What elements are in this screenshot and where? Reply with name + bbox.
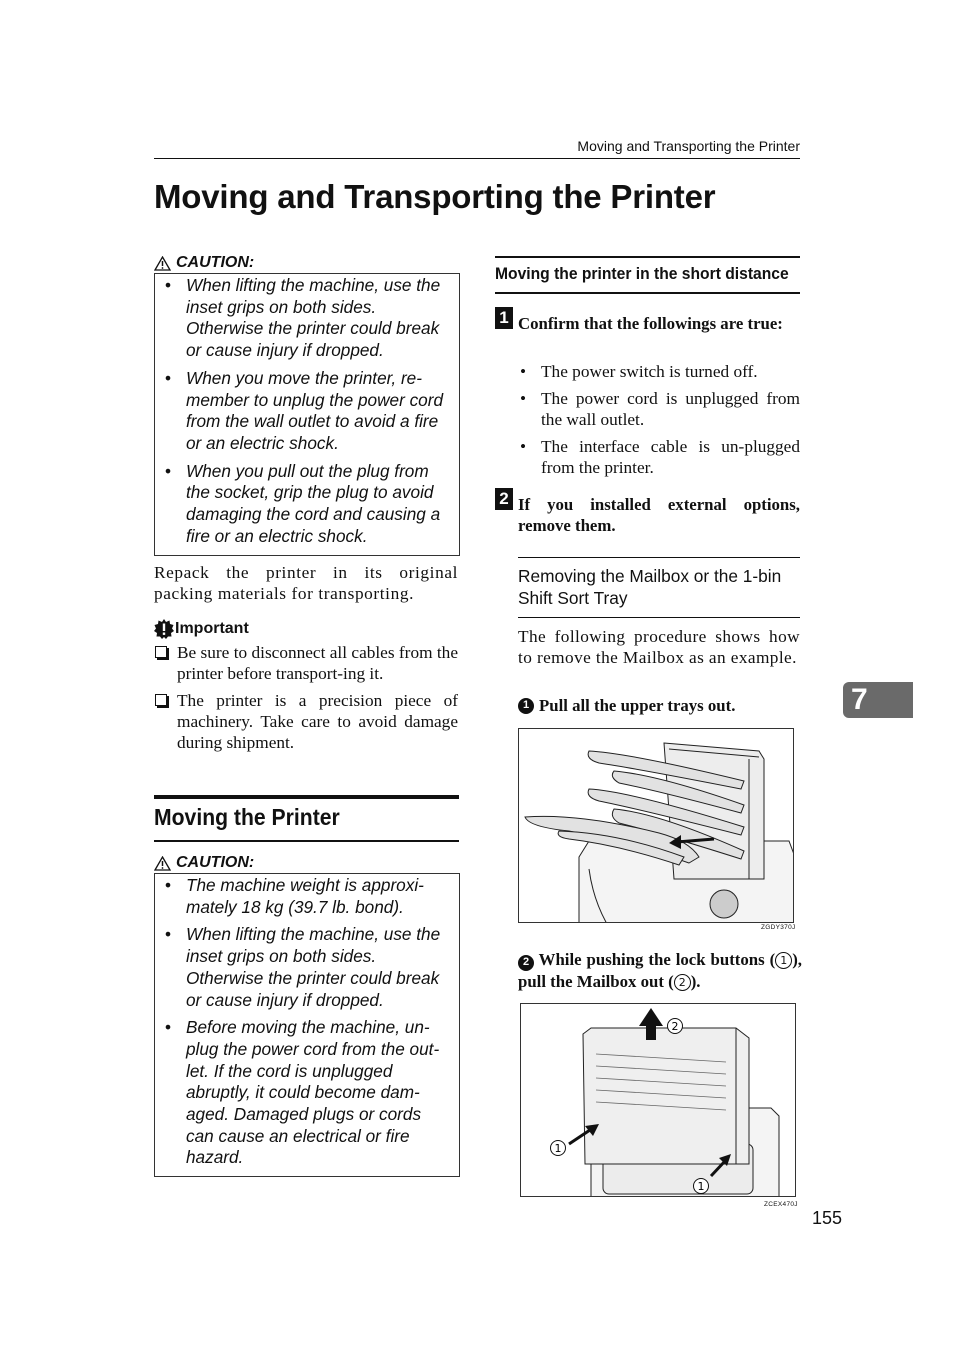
callout-ref-2: 2: [674, 974, 691, 991]
important-item: The printer is a precision piece of machinery. Take care to avoid damage during shipment.: [154, 690, 458, 753]
caution-box: [154, 873, 460, 1177]
substep-text-a: While pushing the lock buttons (: [538, 950, 776, 969]
subsection-intro: The following procedure shows how to remove the Mailbox as an example.: [518, 627, 800, 667]
substep: [518, 949, 802, 992]
repack-paragraph: Repack the printer in its original packing materials for transporting.: [154, 563, 458, 603]
subheading-rule-top: [518, 557, 800, 558]
chapter-tab: 7: [843, 682, 913, 718]
mailbox-removal-illustration: [521, 1004, 796, 1197]
section-heading-moving-printer: Moving the Printer: [154, 804, 340, 830]
checkbox-square-icon: [155, 646, 167, 658]
caution-item: • When you move the printer, re-member to unplug the power cord from the wall outlet to avoid a fire or an electric shock.: [163, 368, 451, 455]
substep-number-icon: 1: [518, 698, 534, 714]
callout-1-label: 1: [697, 1180, 705, 1193]
caution-label: [154, 254, 254, 272]
substep: [518, 695, 800, 716]
running-header: Moving and Transporting the Printer: [577, 138, 800, 154]
mailbox-trays-illustration: [519, 729, 794, 923]
caution-item: • Before moving the machine, un-plug the power cord from the out-let. If the cord is unplugged abruptly, it could become dam-aged. Damaged plugs or cords can cause an electrical or fire hazard.: [163, 1017, 451, 1169]
figure-mailbox-trays: [518, 728, 794, 923]
step-number-badge: 2: [495, 488, 513, 510]
subsection-heading: Removing the Mailbox or the 1-bin Shift Sort Tray: [518, 566, 782, 608]
important-list: [154, 642, 458, 759]
step-text: If you installed external options, remove them.: [518, 495, 800, 535]
subheading-rule-bottom: [518, 617, 800, 618]
caution-item: • When lifting the machine, use the inset grips on both sides. Otherwise the printer could break or cause injury if dropped.: [163, 924, 451, 1011]
bullet-item: • The interface cable is un-plugged from the printer.: [518, 436, 800, 478]
substep-number-icon: 2: [518, 955, 534, 971]
step-text: Confirm that the followings are true:: [518, 314, 783, 333]
caution-item: • When you pull out the plug from the socket, grip the plug to avoid damaging the cord and causing a fire or an electric shock.: [163, 461, 451, 548]
substep-text-b: ), pull the Mailbox out (: [518, 950, 802, 991]
short-distance-heading: Moving the printer in the short distance: [495, 264, 789, 283]
caution-box: [154, 273, 460, 556]
subsection-rule-top: [495, 256, 800, 258]
section-rule-top: [154, 795, 459, 799]
substep-text-c: ).: [690, 971, 701, 991]
figure-mailbox-removal: [520, 1003, 796, 1197]
important-label: [154, 619, 249, 639]
bullet-item: • The power cord is unplugged from the wall outlet.: [518, 388, 800, 430]
callout-ref-1: 1: [775, 952, 792, 969]
important-badge-icon: [154, 619, 174, 639]
figure-code: ZCEX470J: [764, 1201, 798, 1208]
page-number: 155: [812, 1208, 843, 1228]
caution-label: [154, 854, 254, 872]
warning-triangle-icon: [154, 256, 171, 271]
header-rule: [154, 158, 800, 159]
section-rule-bottom: [154, 840, 459, 842]
warning-triangle-icon: [154, 856, 171, 871]
substep-text: Pull all the upper trays out.: [539, 696, 736, 715]
caution-item: • The machine weight is approxi-mately 18 kg (39.7 lb. bond).: [163, 875, 451, 918]
step-bullet-list: [518, 361, 800, 484]
checkbox-square-icon: [155, 694, 167, 706]
caution-text: CAUTION:: [176, 254, 255, 271]
important-text: Important: [175, 620, 249, 637]
caution-list: [163, 875, 451, 1169]
subsection-rule-bottom: [495, 292, 800, 294]
step-number-badge: 1: [495, 307, 513, 329]
page-title: Moving and Transporting the Printer: [154, 178, 716, 215]
important-item: Be sure to disconnect all cables from the printer before transport-ing it.: [154, 642, 458, 684]
bullet-item: • The power switch is turned off.: [518, 361, 800, 382]
caution-text: CAUTION:: [176, 854, 255, 871]
callout-1-label: 1: [554, 1142, 562, 1155]
caution-list: [163, 275, 451, 547]
callout-2-label: 2: [671, 1020, 679, 1033]
caution-item: • When lifting the machine, use the inset grips on both sides. Otherwise the printer could break or cause injury if dropped.: [163, 275, 451, 362]
figure-code: ZGDY370J: [761, 924, 796, 931]
